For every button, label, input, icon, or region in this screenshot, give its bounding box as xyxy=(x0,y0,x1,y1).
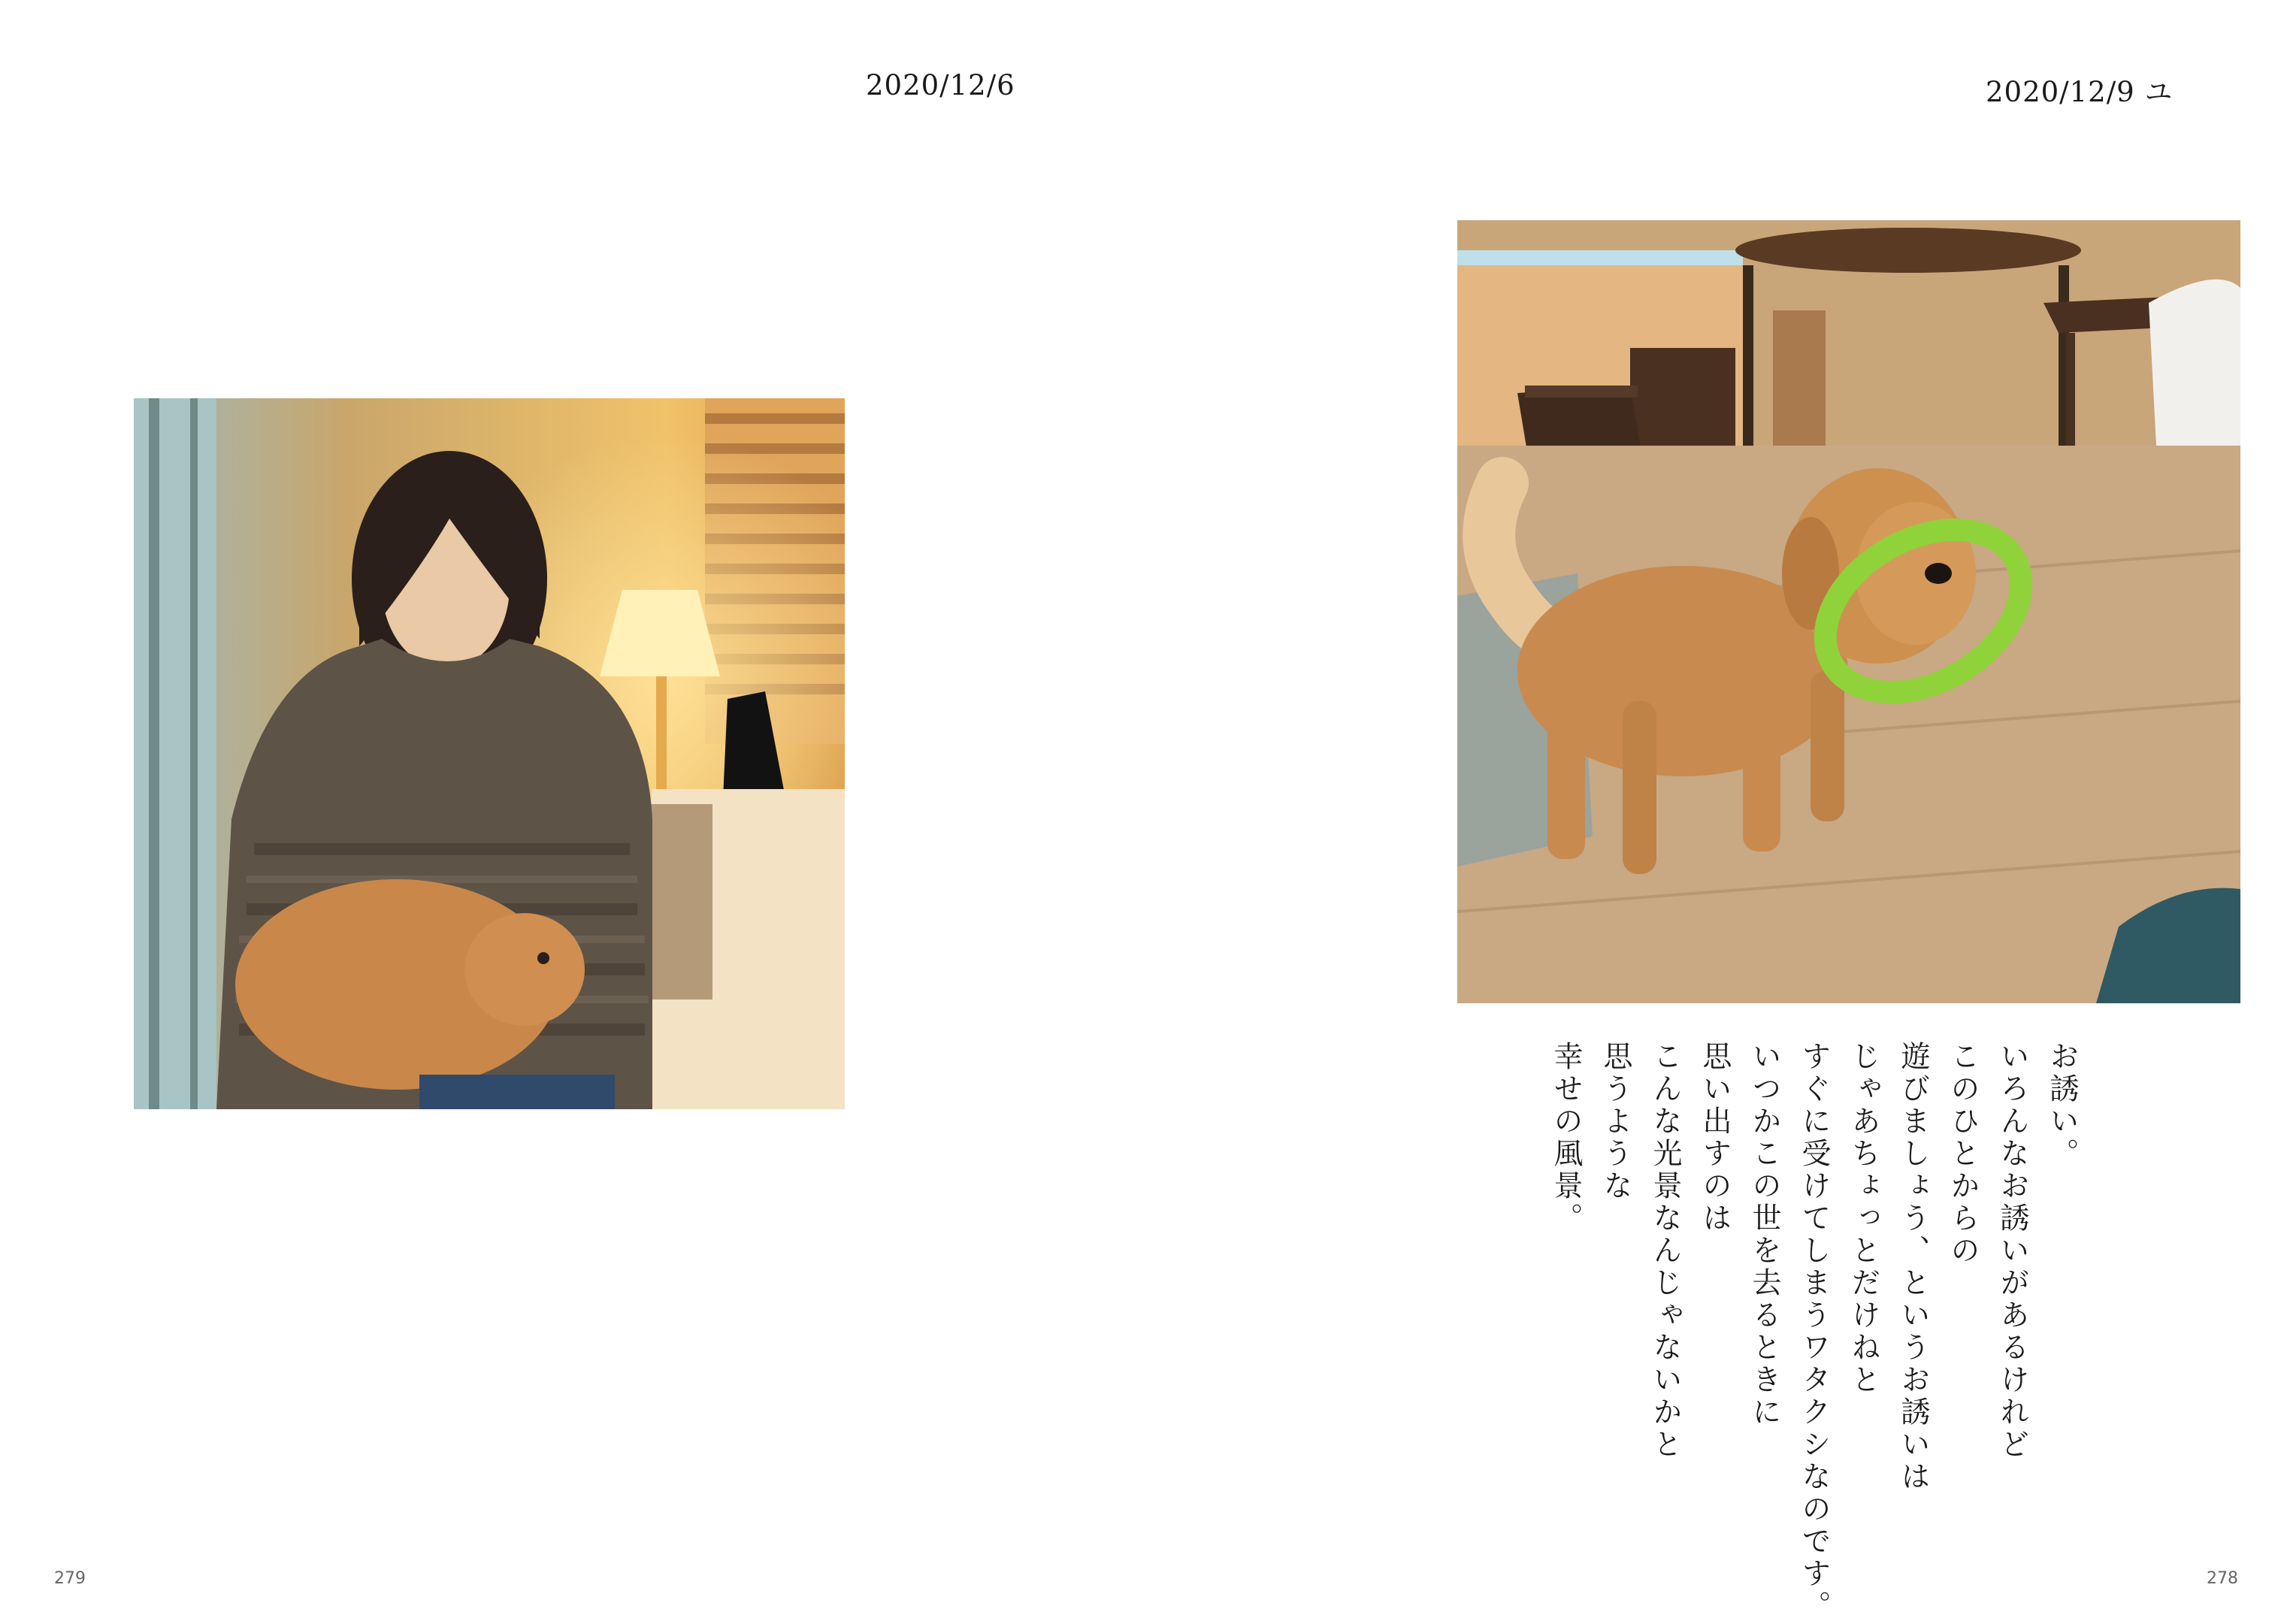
woman-with-cat-photo xyxy=(134,398,845,1109)
vertical-poem xyxy=(1541,1041,2086,1622)
poem-line: 思い出すのは xyxy=(1698,1041,1732,1235)
poem-line: じゃあちょっとだけねと xyxy=(1847,1041,1880,1396)
poem-line: すぐに受けてしまうワタクシなのです。 xyxy=(1797,1041,1831,1622)
right-page-number: 278 xyxy=(2207,1569,2238,1588)
poem-line: 思うような xyxy=(1599,1041,1632,1202)
dog-with-ring-toy-photo xyxy=(1457,220,2240,1003)
left-page-number: 279 xyxy=(54,1569,86,1588)
poem-line: こんな光景なんじゃないかと xyxy=(1648,1041,1682,1461)
poem-line: 遊びましょう、というお誘いは xyxy=(1896,1041,1930,1493)
poem-line: お誘い。 xyxy=(2045,1041,2079,1170)
poem-line: 幸せの風景。 xyxy=(1549,1041,1583,1235)
poem-line: このひとからの xyxy=(1946,1041,1980,1267)
right-page-date: 2020/12/9 ユ xyxy=(1986,76,2174,108)
poem-line: いつかこの世を去るときに xyxy=(1747,1041,1781,1429)
poem-line: いろんなお誘いがあるけれど xyxy=(1995,1041,2029,1461)
left-page-date: 2020/12/6 xyxy=(866,69,1015,101)
